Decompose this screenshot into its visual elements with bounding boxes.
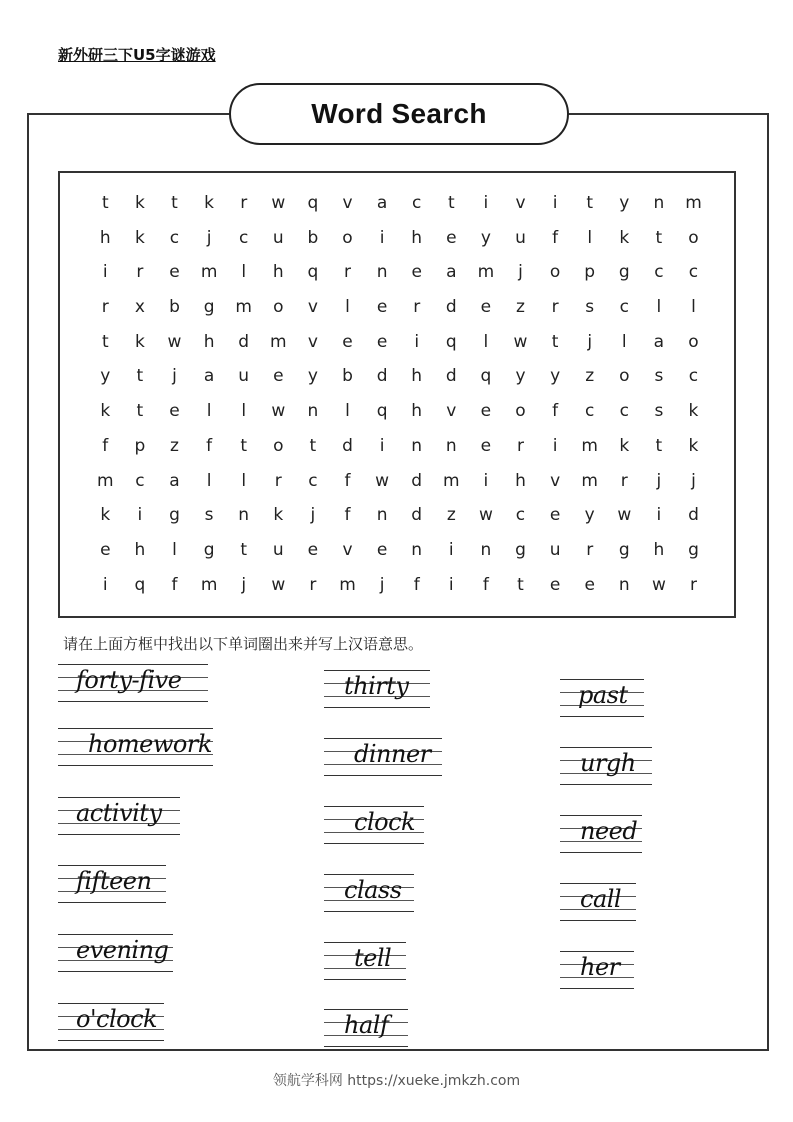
grid-letter[interactable]: u [272, 539, 284, 560]
grid-letter[interactable]: k [100, 505, 111, 526]
grid-letter[interactable]: n [618, 574, 630, 595]
grid-letter[interactable]: p [584, 262, 596, 283]
grid-letter[interactable]: q [134, 574, 146, 595]
grid-letter[interactable]: e [307, 539, 319, 560]
grid-letter[interactable]: g [169, 505, 180, 526]
grid-letter[interactable]: k [204, 193, 215, 213]
grid-letter[interactable]: w [478, 505, 493, 526]
grid-letter[interactable]: o [273, 297, 284, 318]
word-text: o'clock [76, 1005, 158, 1033]
grid-letter[interactable]: m [235, 297, 252, 318]
word-text: thirty [344, 672, 409, 700]
grid-letter[interactable]: h [411, 401, 423, 422]
word-entry [560, 675, 644, 717]
grid-letter[interactable]: e [169, 401, 180, 422]
grid-letter[interactable]: s [654, 401, 664, 422]
grid-letter[interactable]: e [411, 262, 422, 283]
grid-letter[interactable]: z [585, 366, 595, 387]
word-entry [560, 811, 642, 853]
word-text: her [580, 953, 620, 981]
word-entry [58, 724, 213, 766]
word-text: activity [76, 799, 162, 827]
grid-letter[interactable]: d [445, 297, 457, 318]
word-text: fifteen [76, 867, 152, 895]
grid-letter[interactable]: l [241, 262, 247, 283]
grid-letter[interactable]: i [379, 435, 385, 456]
grid-letter[interactable]: w [167, 331, 182, 352]
grid-letter[interactable]: f [552, 227, 559, 248]
word-text: class [344, 876, 402, 904]
word-entry [58, 930, 173, 972]
grid-letter[interactable]: n [411, 539, 423, 560]
grid-letter[interactable]: m [339, 574, 356, 595]
grid-letter[interactable]: e [480, 297, 492, 318]
grid-letter[interactable]: y [619, 193, 630, 213]
grid-letter[interactable]: i [483, 470, 489, 491]
grid-letter[interactable]: i [448, 574, 454, 595]
grid-letter[interactable]: e [376, 331, 388, 352]
grid-letter[interactable]: h [272, 262, 284, 283]
grid-letter[interactable]: e [480, 435, 492, 456]
grid-letter[interactable]: j [310, 505, 316, 526]
grid-letter[interactable]: o [688, 227, 699, 248]
grid-letter[interactable]: t [136, 401, 144, 422]
grid-letter[interactable]: o [549, 262, 561, 283]
footer-source: 领航学科网 https://xueke.jmkzh.com [272, 1073, 521, 1089]
grid-letter[interactable]: l [206, 401, 212, 422]
grid-letter[interactable]: l [345, 401, 350, 422]
word-text: homework [88, 730, 212, 758]
grid-letter[interactable]: k [134, 193, 145, 213]
grid-letter[interactable]: i [552, 435, 558, 456]
grid-letter[interactable]: a [169, 470, 180, 491]
grid-letter[interactable]: n [411, 435, 423, 456]
grid-letter[interactable]: b [169, 297, 180, 318]
grid-letter[interactable]: c [688, 366, 699, 387]
grid-letter[interactable]: g [688, 539, 699, 560]
grid-letter[interactable]: l [691, 297, 696, 318]
grid-letter[interactable]: k [273, 505, 284, 526]
grid-letter[interactable]: g [618, 262, 630, 283]
grid-letter[interactable]: l [656, 297, 662, 318]
grid-letter[interactable]: v [550, 470, 561, 491]
grid-letter[interactable]: d [376, 366, 388, 387]
grid-letter[interactable]: c [585, 401, 595, 422]
grid-letter[interactable]: k [134, 227, 145, 248]
grid-letter[interactable]: w [271, 401, 286, 422]
grid-letter[interactable]: h [411, 227, 423, 248]
grid-letter[interactable]: e [100, 539, 111, 560]
grid-letter[interactable]: z [446, 505, 456, 526]
grid-letter[interactable]: h [99, 227, 111, 248]
grid-letter[interactable]: t [586, 193, 594, 213]
word-text: evening [76, 936, 169, 964]
word-text: call [580, 885, 622, 913]
grid-letter[interactable]: w [513, 331, 528, 352]
word-entry [324, 870, 414, 912]
grid-letter[interactable]: w [617, 505, 632, 526]
grid-letter[interactable]: s [654, 366, 664, 387]
grid-letter[interactable]: v [307, 331, 318, 352]
grid-letter[interactable]: e [169, 262, 180, 283]
grid-letter[interactable]: j [518, 262, 523, 283]
grid-letter[interactable]: t [171, 193, 178, 213]
grid-letter[interactable]: j [172, 366, 177, 387]
word-entry [58, 861, 166, 903]
document-heading: 新外研三下U5字谜游戏 [58, 46, 216, 64]
grid-letter[interactable]: d [688, 505, 699, 526]
grid-letter[interactable]: y [480, 227, 491, 248]
grid-letter[interactable]: r [413, 297, 421, 318]
grid-letter[interactable]: c [135, 470, 145, 491]
word-entry [324, 666, 430, 708]
grid-letter[interactable]: c [619, 401, 629, 422]
grid-letter[interactable]: o [273, 435, 284, 456]
grid-letter[interactable]: f [171, 574, 178, 595]
grid-letter[interactable]: d [342, 435, 353, 456]
grid-letter[interactable]: f [413, 574, 420, 595]
grid-letter[interactable]: e [549, 574, 561, 595]
grid-letter[interactable]: j [379, 574, 385, 595]
grid-letter[interactable]: e [273, 366, 284, 387]
grid-letter[interactable]: g [515, 539, 526, 560]
grid-letter[interactable]: l [172, 539, 177, 560]
grid-letter[interactable]: b [342, 366, 353, 387]
grid-letter[interactable]: e [446, 227, 457, 248]
grid-letter[interactable]: m [685, 193, 702, 213]
grid-letter[interactable]: f [344, 505, 351, 526]
grid-letter[interactable]: i [552, 193, 558, 213]
grid-letter[interactable]: l [483, 331, 489, 352]
grid-letter[interactable]: q [445, 331, 457, 352]
word-entry [324, 734, 442, 776]
grid-letter[interactable]: s [204, 505, 214, 526]
grid-letter[interactable]: j [241, 574, 247, 595]
grid-letter[interactable]: e [376, 539, 388, 560]
grid-letter[interactable]: q [307, 262, 319, 283]
grid-letter[interactable]: u [272, 227, 284, 248]
grid-letter[interactable]: r [309, 574, 317, 595]
grid-letter[interactable]: c [619, 297, 629, 318]
word-entry [324, 802, 424, 844]
grid-letter[interactable]: n [307, 401, 319, 422]
grid-letter[interactable]: r [551, 297, 559, 318]
instruction-text: 请在上面方框中找出以下单词圈出来并写上汉语意思。 [63, 635, 424, 653]
grid-letter[interactable]: n [376, 262, 388, 283]
word-entry [324, 1005, 408, 1047]
grid-letter[interactable]: t [101, 193, 109, 213]
word-entry [324, 938, 406, 980]
word-entry [58, 660, 208, 702]
grid-letter[interactable]: f [102, 435, 109, 456]
grid-letter[interactable]: h [411, 366, 423, 387]
grid-letter[interactable]: c [688, 262, 699, 283]
grid-letter[interactable]: m [270, 331, 287, 352]
word-entry [58, 999, 164, 1041]
grid-letter[interactable]: w [271, 193, 286, 213]
grid-letter[interactable]: r [136, 262, 144, 283]
grid-letter[interactable]: y [584, 505, 595, 526]
grid-letter[interactable]: f [206, 435, 213, 456]
grid-letter[interactable]: w [271, 574, 286, 595]
grid-letter[interactable]: d [411, 470, 423, 491]
grid-letter[interactable]: f [552, 401, 559, 422]
grid-letter[interactable]: s [585, 297, 595, 318]
grid-letter[interactable]: l [621, 331, 627, 352]
grid-letter[interactable]: t [240, 539, 248, 560]
word-text: need [580, 817, 638, 845]
grid-letter[interactable]: h [653, 539, 665, 560]
grid-letter[interactable]: e [549, 505, 561, 526]
grid-letter[interactable]: r [586, 539, 594, 560]
grid-letter[interactable]: t [447, 193, 455, 213]
grid-letter[interactable]: a [203, 366, 215, 387]
grid-letter[interactable]: t [136, 366, 144, 387]
grid-letter[interactable]: r [689, 574, 697, 595]
grid-letter[interactable]: m [581, 435, 598, 456]
grid-letter[interactable]: g [203, 539, 215, 560]
word-text: clock [354, 808, 416, 836]
grid-letter[interactable]: j [691, 470, 696, 491]
grid-letter[interactable]: u [549, 539, 561, 560]
grid-letter[interactable]: c [308, 470, 318, 491]
grid-letter[interactable]: l [241, 401, 247, 422]
word-text: forty-five [76, 666, 182, 694]
grid-letter[interactable]: c [239, 227, 249, 248]
grid-letter[interactable]: n [480, 539, 492, 560]
grid-letter[interactable]: r [240, 193, 248, 213]
grid-letter[interactable]: o [342, 227, 353, 248]
word-text: past [578, 681, 628, 709]
grid-letter[interactable]: n [376, 505, 388, 526]
grid-letter[interactable]: l [345, 297, 350, 318]
grid-letter[interactable]: v [342, 193, 353, 213]
grid-letter[interactable]: b [307, 227, 319, 248]
grid-letter[interactable]: k [619, 435, 630, 456]
grid-letter[interactable]: y [100, 366, 111, 387]
grid-letter[interactable]: l [241, 470, 247, 491]
grid-letter[interactable]: v [446, 401, 457, 422]
grid-letter[interactable]: g [203, 297, 215, 318]
grid-letter[interactable]: y [550, 366, 561, 387]
grid-letter[interactable]: e [480, 401, 492, 422]
grid-letter[interactable]: r [620, 470, 628, 491]
title-banner [229, 83, 569, 145]
grid-letter[interactable]: j [206, 227, 212, 248]
grid-letter[interactable]: z [516, 297, 525, 318]
grid-letter[interactable]: v [515, 193, 526, 213]
grid-letter[interactable]: a [653, 331, 665, 352]
word-text: tell [354, 944, 392, 972]
grid-letter[interactable]: d [238, 331, 250, 352]
grid-letter[interactable]: r [274, 470, 282, 491]
grid-letter[interactable]: t [309, 435, 317, 456]
word-text: urgh [580, 749, 636, 777]
grid-letter[interactable]: w [651, 574, 666, 595]
grid-letter[interactable]: k [100, 401, 111, 422]
grid-letter[interactable]: i [414, 331, 420, 352]
grid-letter[interactable]: r [343, 262, 351, 283]
grid-letter[interactable]: m [200, 574, 218, 595]
grid-letter[interactable]: n [445, 435, 457, 456]
grid-letter[interactable]: e [376, 297, 388, 318]
grid-letter[interactable]: m [443, 470, 460, 491]
grid-letter[interactable]: t [240, 435, 248, 456]
grid-letter[interactable]: m [200, 262, 218, 283]
grid-letter[interactable]: i [483, 193, 489, 213]
grid-letter[interactable]: e [584, 574, 595, 595]
grid-letter[interactable]: o [688, 331, 699, 352]
grid-letter[interactable]: v [307, 297, 318, 318]
grid-letter[interactable]: m [477, 262, 495, 283]
word-text: dinner [354, 740, 431, 768]
grid-letter[interactable]: i [656, 505, 662, 526]
grid-letter[interactable]: l [587, 227, 593, 248]
grid-letter[interactable]: h [134, 539, 146, 560]
grid-letter[interactable]: d [411, 505, 423, 526]
grid-letter[interactable]: q [480, 366, 492, 387]
grid-letter[interactable]: a [376, 193, 388, 213]
grid-letter[interactable]: r [101, 297, 109, 318]
grid-letter[interactable]: n [653, 193, 665, 213]
grid-letter[interactable]: k [619, 227, 630, 248]
grid-letter[interactable]: w [375, 470, 390, 491]
word-entry [560, 947, 634, 989]
grid-letter[interactable]: o [515, 401, 526, 422]
grid-letter[interactable]: c [515, 505, 526, 526]
grid-letter[interactable]: g [618, 539, 630, 560]
grid-letter[interactable]: t [101, 331, 109, 352]
grid-letter[interactable]: k [134, 331, 145, 352]
worksheet-title: Word Search [311, 98, 487, 129]
grid-letter[interactable]: d [445, 366, 457, 387]
grid-letter[interactable]: m [581, 470, 598, 491]
grid-letter[interactable]: c [654, 262, 664, 283]
grid-letter[interactable]: y [307, 366, 318, 387]
grid-letter[interactable]: c [169, 227, 180, 248]
grid-letter[interactable]: x [134, 297, 145, 318]
grid-letter[interactable]: i [102, 574, 108, 595]
grid-letter[interactable]: y [515, 366, 526, 387]
word-entry [560, 879, 636, 921]
grid-letter[interactable]: v [342, 539, 353, 560]
word-entry [58, 793, 180, 835]
grid-letter[interactable]: o [619, 366, 630, 387]
grid-letter[interactable]: e [342, 331, 353, 352]
grid-letter[interactable]: i [379, 227, 385, 248]
grid-letter[interactable]: k [688, 401, 699, 422]
grid-letter[interactable]: n [238, 505, 250, 526]
grid-letter[interactable]: q [307, 193, 319, 213]
grid-letter[interactable]: u [515, 227, 526, 248]
grid-letter[interactable]: q [376, 401, 388, 422]
grid-letter[interactable]: u [238, 366, 250, 387]
grid-letter[interactable]: l [206, 470, 212, 491]
grid-letter[interactable]: f [482, 574, 489, 595]
grid-letter[interactable]: i [137, 505, 143, 526]
grid-letter[interactable]: r [516, 435, 524, 456]
grid-letter[interactable]: z [170, 435, 179, 456]
grid-letter[interactable]: c [412, 193, 422, 213]
grid-letter[interactable]: i [448, 539, 454, 560]
grid-letter[interactable]: i [102, 262, 108, 283]
word-text: half [344, 1011, 389, 1039]
grid-letter[interactable]: m [97, 470, 114, 491]
grid-letter[interactable]: a [446, 262, 457, 283]
grid-letter[interactable]: t [551, 331, 559, 352]
grid-letter[interactable]: k [688, 435, 699, 456]
grid-letter[interactable]: f [344, 470, 351, 491]
grid-letter[interactable]: t [517, 574, 524, 595]
grid-letter[interactable]: j [587, 331, 593, 352]
grid-letter[interactable]: t [655, 227, 663, 248]
word-entry [560, 743, 652, 785]
grid-letter[interactable]: j [656, 470, 662, 491]
grid-letter[interactable]: h [515, 470, 526, 491]
grid-letter[interactable]: t [655, 435, 663, 456]
grid-letter[interactable]: p [134, 435, 146, 456]
grid-letter[interactable]: h [203, 331, 215, 352]
